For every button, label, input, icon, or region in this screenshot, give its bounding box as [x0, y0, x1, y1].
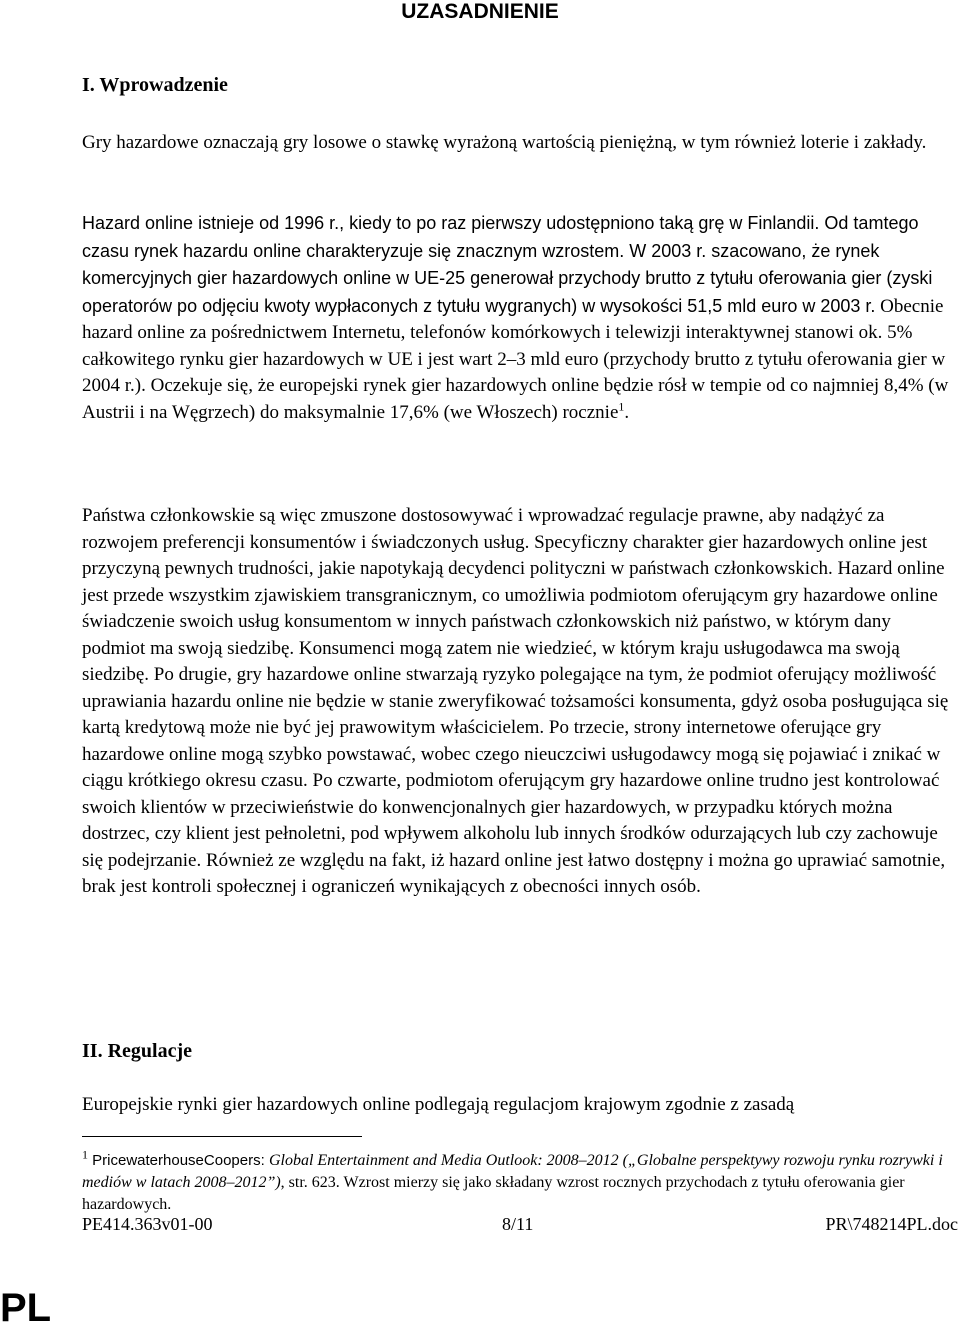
footnote-rest: , str. 623. Wzrost mierzy się jako składany wzrost rocznych przychodach z tytułu oferowania gier hazardowych. [82, 1174, 905, 1213]
document-reference: PE414.363v01-00 [82, 1214, 213, 1234]
member-states-paragraph: Państwa członkowskie są więc zmuszone dostosowywać i wprowadzać regulacje prawne, aby nadążyć za rozwojem preferencji konsumentów i świadczonych usług. Specyficzny charakter gier hazardowych online jest przyczyną pewnych trudności, jakie napotykają decydenci polityczni w państwach członkowskich. Hazard online jest przede wszystkim zjawiskiem transgranicznym, co umożliwia podmiotom oferującym gry hazardowe online świadczenie swoich usług konsumentom w innych państwach członkowskich niż państwo, w którym dany podmiot ma swoją siedzibę. Konsumenci mogą zatem nie wiedzieć, w którym kraju usługodawca ma swoją siedzibę. Po drugie, gry hazardowe online stwarzają ryzyko polegające na tym, że podmiot oferujący możliwość uprawiania hazardu online nie będzie w stanie zweryfikować tożsamości konsumenta, gdyż osoba posługująca się kartą kredytową może nie być jej prawowitym właścicielem. Po trzecie, strony internetowe oferujące gry hazardowe online mogą szybko powstawać, wobec czego nieuczciwi usługodawcy mogą się pojawiać i znikać w ciągu krótkiego okresu czasu. Po czwarte, podmiotom oferującym gry hazardowe online trudno jest kontrolować swoich klientów w przeciwieństwie do konwencjonalnych gier hazardowych, w przypadku których można dostrzec, czy klient jest pełnoletni, pod wpływem alkoholu lub innych środków odurzających lub czy zachowuje się podejrzanie. Również ze względu na fakt, iż hazard online jest łatwo dostępny i można go uprawiać samotnie, brak jest kontroli społecznej i ograniczeń wynikających z obecności innych osób. [82, 505, 949, 897]
regulation-paragraph: Europejskie rynki gier hazardowych online podlegają regulacjom krajowym zgodnie z zasadą [82, 1094, 795, 1115]
market-paragraph-end: . [624, 401, 630, 423]
section-2-heading: II. Regulacje [82, 1040, 192, 1062]
section-1-heading: I. Wprowadzenie [82, 74, 228, 96]
footnote-title: Global Entertainment and Media Outlook: 2008–2012 („Globalne perspektywy rozwoju rynku rozrywki i mediów w latach 2008–2012”) [82, 1152, 943, 1191]
market-paragraph-sans-text: Hazard online istnieje od 1996 r., kiedy to po raz pierwszy udostępniono taką grę w Finlandii. Od tamtego czasu rynek hazardu online charakteryzuje się znacznym wzrostem. W 2003 r. szacowano, że rynek komercyjnych gier hazardowych online w UE-25 generował przychody brutto z tytułu oferowania gier (zyski operatorów po odjęciu kwoty wypłaconych z tytułu wygranych) w wysokości 51,5 mld euro w 2003 r. [82, 213, 933, 316]
footnote-author: PricewaterhouseCoopers: [88, 1152, 269, 1169]
footnote [82, 1147, 952, 1216]
page-title: UZASADNIENIE [401, 0, 559, 23]
footnote-separator [82, 1136, 362, 1137]
page-number: 8/11 [502, 1214, 534, 1234]
page-footer [82, 1214, 958, 1240]
footnote-reference: 1 [618, 399, 625, 414]
market-paragraph [82, 210, 958, 426]
market-paragraph-serif-text: Obecnie hazard online za pośrednictwem Internetu, telefonów komórkowych i telewizji interaktywnej stanowi ok. 5% całkowitego rynku gier hazardowych w UE i jest wart 2–3 mld euro (przychody brutto z tytułu oferowania gier w 2004 r.). Oczekuje się, że europejski rynek gier hazardowych online będzie rósł w tempie od co najmniej 8,4% (w Austrii i na Węgrzech) do maksymalnie 17,6% (we Włoszech) rocznie [82, 295, 949, 423]
intro-paragraph: Gry hazardowe oznaczają gry losowe o stawkę wyrażoną wartością pieniężną, w tym również loterie i zakłady. [82, 132, 927, 153]
footnote-number: 1 [82, 1147, 88, 1162]
document-filename: PR\748214PL.doc [825, 1214, 958, 1234]
language-code: PL [0, 1286, 52, 1330]
